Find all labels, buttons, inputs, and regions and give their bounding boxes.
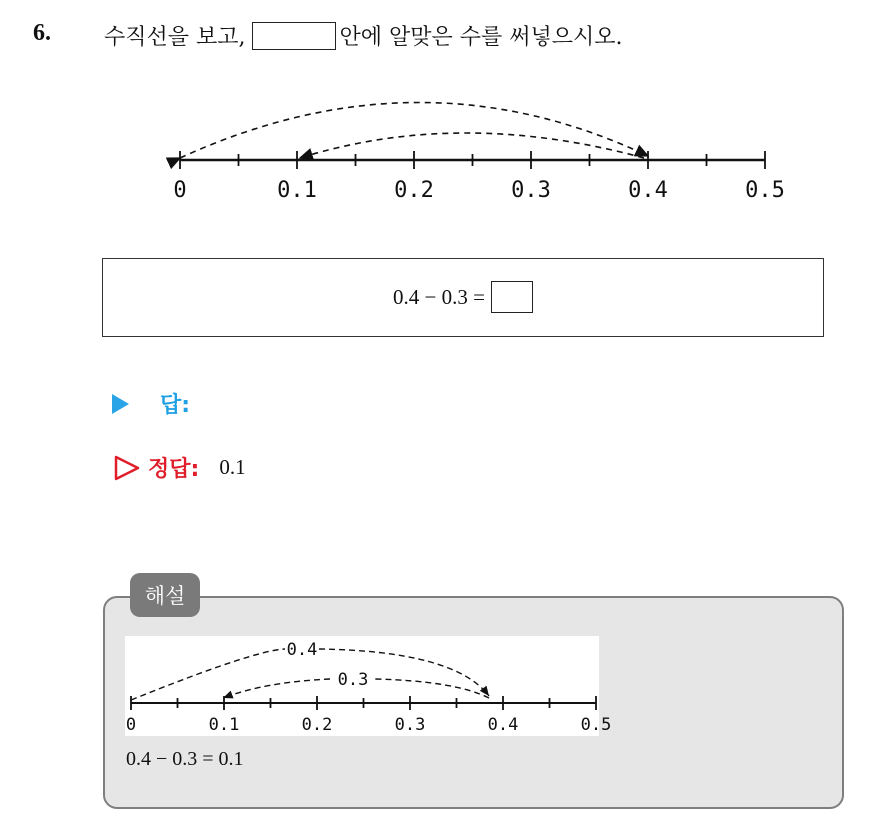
number-line-figure xyxy=(160,78,800,208)
question-text xyxy=(104,20,623,51)
answer-row xyxy=(112,388,190,419)
question-text-after: 안에 알맞은 수를 써넣으시오. xyxy=(339,25,623,50)
explanation-tab: 해설 xyxy=(130,573,200,617)
tick-label: 0.3 xyxy=(511,178,551,203)
tick-label: 0.2 xyxy=(301,715,333,735)
tick-label: 0.1 xyxy=(208,715,240,735)
explanation-arc-big-label: 0.4 xyxy=(286,640,318,660)
tick-label: 0 xyxy=(173,178,187,203)
explanation-big-arc xyxy=(131,649,285,700)
tick-label: 0.5 xyxy=(580,715,612,735)
tick-label: 0.4 xyxy=(628,178,668,203)
explanation-number-line xyxy=(125,636,612,736)
answer-label: 답: xyxy=(160,393,191,418)
correct-answer-value: 0.1 xyxy=(219,455,246,479)
tick-label: 0.2 xyxy=(394,178,434,203)
equation-box xyxy=(102,258,824,337)
tick-label: 0.5 xyxy=(745,178,785,203)
tick-label: 0.3 xyxy=(394,715,426,735)
correct-answer-row xyxy=(112,452,246,483)
big-jump-arc xyxy=(180,102,648,158)
tick-labels xyxy=(173,178,785,203)
explanation-equation: 0.4 − 0.3 = 0.1 xyxy=(126,748,244,770)
play-arrow-icon xyxy=(112,394,129,414)
explanation-arc-small-label: 0.3 xyxy=(337,670,369,690)
answer-blank-box xyxy=(252,22,336,50)
tick-label: 0.1 xyxy=(277,178,317,203)
explanation-small-arc-left xyxy=(223,679,330,698)
outline-arrow-icon xyxy=(112,454,142,482)
tick-label: 0 xyxy=(125,715,137,735)
tick-label: 0.4 xyxy=(487,715,519,735)
equation-text: 0.4 − 0.3 = xyxy=(393,284,485,309)
equation-answer-input[interactable] xyxy=(491,281,533,313)
correct-answer-label: 정답: xyxy=(148,457,200,482)
question-text-before: 수직선을 보고, xyxy=(104,25,246,50)
question-number: 6. xyxy=(33,20,51,46)
explanation-small-arc xyxy=(375,679,489,698)
